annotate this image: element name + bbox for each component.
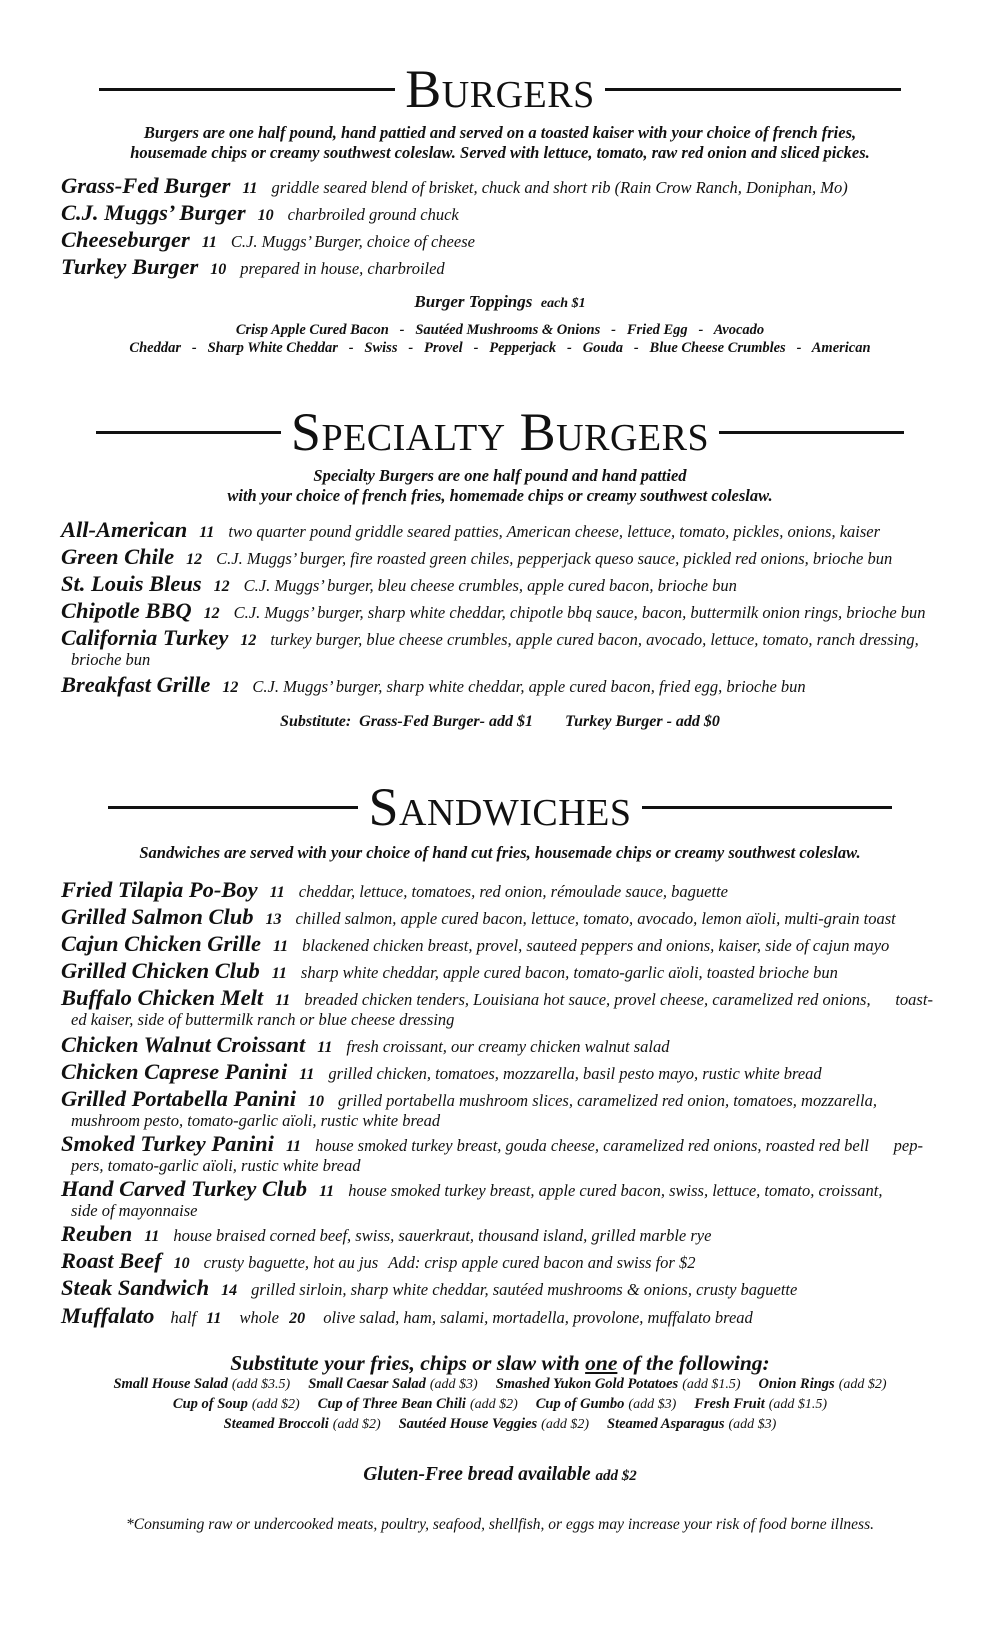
burgers-intro-line: Burgers are one half pound, hand pattied and served on a toasted kaiser with your choice of french fries,	[143, 123, 857, 142]
item-description: charbroiled ground chuck	[287, 205, 459, 224]
menu-item	[61, 254, 951, 280]
item-name: Breakfast Grille	[61, 672, 211, 697]
item-description-continued: ed kaiser, side of buttermilk ranch or blue cheese dressing	[71, 1010, 455, 1029]
menu-item	[61, 931, 951, 957]
specialty-burgers-heading	[0, 402, 1000, 462]
item-name: Chicken Caprese Panini	[61, 1059, 288, 1084]
item-price: 12	[213, 578, 230, 595]
item-price: 12	[186, 551, 203, 568]
heading-rule-left	[96, 431, 281, 434]
item-description: two quarter pound griddle seared patties, American cheese, lettuce, tomato, pickles, onions, kaiser	[228, 522, 881, 541]
item-name: Grilled Salmon Club	[61, 904, 254, 929]
menu-item	[61, 598, 951, 624]
specialty-intro-line: Specialty Burgers are one half pound and hand pattied	[313, 466, 687, 485]
substitute-option-price: (add $2)	[469, 1397, 518, 1412]
item-price: 10	[210, 261, 227, 278]
menu-item	[61, 625, 951, 670]
item-price: 10	[257, 207, 274, 224]
item-name: Steak Sandwich	[61, 1275, 210, 1300]
burgers-intro	[40, 123, 960, 163]
item-description: grilled chicken, tomatoes, mozzarella, basil pesto mayo, rustic white bread	[328, 1064, 822, 1083]
item-description: sharp white cheddar, apple cured bacon, tomato-garlic aïoli, toasted brioche bun	[300, 963, 838, 982]
item-name: Cajun Chicken Grille	[61, 931, 262, 956]
item-name: California Turkey	[61, 625, 229, 650]
menu-item	[61, 1221, 951, 1247]
item-price: 11	[285, 1138, 302, 1155]
item-name: Grilled Portabella Panini	[61, 1086, 297, 1111]
substitute-option-price: (add $3.5)	[231, 1377, 291, 1392]
menu-item	[61, 1032, 951, 1058]
substitute-option-name: Steamed Asparagus	[607, 1416, 725, 1432]
substitute-option-name: Steamed Broccoli	[223, 1416, 329, 1432]
menu-item	[61, 544, 951, 570]
item-name: Chicken Walnut Croissant	[61, 1032, 306, 1057]
substitute-option-name: Sautéed House Veggies	[398, 1416, 538, 1432]
item-description: crusty baguette, hot au jus	[203, 1253, 379, 1272]
item-name: Roast Beef	[61, 1248, 162, 1273]
substitute-row	[40, 1374, 960, 1395]
menu-item	[61, 985, 951, 1030]
item-add-text: crisp apple cured bacon and swiss for $2	[424, 1253, 696, 1272]
burgers-title: Burgers	[405, 59, 595, 119]
menu-item	[61, 517, 951, 543]
item-description: prepared in house, charbroiled	[240, 259, 445, 278]
menu-item	[61, 1248, 951, 1274]
menu-item	[61, 227, 951, 253]
menu-item	[61, 1086, 951, 1131]
substitute-option-price: (add $1.5)	[768, 1397, 828, 1412]
burgers-heading	[0, 59, 1000, 119]
sandwiches-title: Sandwiches	[368, 777, 632, 837]
heading-rule-right	[719, 431, 904, 434]
item-price: 11	[319, 1183, 335, 1200]
heading-rule-right	[605, 88, 901, 91]
substitute-option-name: Cup of Gumbo	[535, 1396, 625, 1412]
specialty-burgers-title: Specialty Burgers	[290, 402, 710, 462]
item-description: C.J. Muggs’ burger, bleu cheese crumbles, apple cured bacon, brioche bun	[243, 576, 737, 595]
whole-price: 20	[289, 1310, 306, 1327]
menu-item	[61, 672, 951, 698]
item-description: turkey burger, blue cheese crumbles, apple cured bacon, avocado, lettuce, tomato, ranch dressing,	[270, 630, 919, 649]
substitute-option-name: Onion Rings	[758, 1376, 835, 1392]
half-label: half	[170, 1308, 197, 1327]
item-price: 11	[273, 938, 289, 955]
item-description-continued: brioche bun	[71, 650, 151, 669]
item-name: Turkey Burger	[61, 254, 199, 279]
disclaimer: *Consuming raw or undercooked meats, poultry, seafood, shellfish, or eggs may increase your risk of food borne illness.	[126, 1516, 874, 1533]
item-description: house braised corned beef, swiss, sauerkraut, thousand island, grilled marble rye	[173, 1226, 712, 1245]
item-description: blackened chicken breast, provel, sauteed peppers and onions, kaiser, side of cajun mayo	[302, 936, 890, 955]
substitute-option-name: Small Caesar Salad	[308, 1376, 426, 1392]
item-description: griddle seared blend of brisket, chuck and short rib (Rain Crow Ranch, Doniphan, Mo)	[271, 178, 848, 197]
item-description-continued: mushroom pesto, tomato-garlic aïoli, rustic white bread	[71, 1111, 441, 1130]
item-description: C.J. Muggs’ Burger, choice of cheese	[230, 232, 475, 251]
item-price: 11	[275, 992, 291, 1009]
item-price: 11	[199, 524, 215, 541]
heading-rule-left	[108, 806, 358, 809]
item-name: All-American	[61, 517, 188, 542]
item-price: 11	[144, 1228, 160, 1245]
item-price: 11	[242, 180, 258, 197]
menu-item	[61, 877, 951, 903]
substitute-option-price: (add $2)	[251, 1397, 300, 1412]
item-description: chilled salmon, apple cured bacon, lettuce, tomato, avocado, lemon aïoli, multi-grain toast	[295, 909, 896, 928]
whole-label: whole	[239, 1308, 279, 1327]
item-description: C.J. Muggs’ burger, sharp white cheddar, apple cured bacon, fried egg, brioche bun	[252, 677, 806, 696]
menu-item	[61, 1176, 951, 1221]
item-price: 12	[222, 679, 239, 696]
substitute-option-price: (add $3)	[628, 1397, 677, 1412]
item-description: house smoked turkey breast, gouda cheese, caramelized red onions, roasted red bell pep-	[315, 1136, 923, 1155]
item-description: cheddar, lettuce, tomatoes, red onion, rémoulade sauce, baguette	[298, 882, 728, 901]
item-name: Hand Carved Turkey Club	[61, 1176, 308, 1201]
item-price: 11	[271, 965, 287, 982]
substitute-row	[40, 1394, 960, 1415]
menu-item	[61, 173, 951, 199]
item-name: Grass-Fed Burger	[61, 173, 231, 198]
sandwiches-intro: Sandwiches are served with your choice of hand cut fries, housemade chips or creamy southwest coleslaw.	[139, 843, 861, 862]
item-name: Grilled Chicken Club	[61, 958, 260, 983]
item-description: grilled portabella mushroom slices, caramelized red onion, tomatoes, mozzarella,	[338, 1091, 877, 1110]
item-price: 11	[201, 234, 217, 251]
sandwiches-heading	[0, 777, 1000, 837]
item-description: C.J. Muggs’ burger, sharp white cheddar, chipotle bbq sauce, bacon, buttermilk onion rings, brioche bun	[233, 603, 926, 622]
substitute-title: Substitute your fries, chips or slaw with one of the following:	[230, 1351, 770, 1375]
item-name: Fried Tilapia Po-Boy	[61, 877, 258, 902]
burgers-intro-line: housemade chips or creamy southwest coleslaw. Served with lettuce, tomato, raw red onion and sliced pickes.	[130, 143, 870, 162]
item-price: 10	[173, 1255, 190, 1272]
substitute-option-name: Small House Salad	[113, 1376, 228, 1392]
item-name: Reuben	[61, 1221, 133, 1246]
substitute-option-price: (add $3)	[728, 1417, 777, 1432]
specialty-intro-line: with your choice of french fries, homemade chips or creamy southwest coleslaw.	[227, 486, 773, 505]
item-description: fresh croissant, our creamy chicken walnut salad	[346, 1037, 670, 1056]
item-description: grilled sirloin, sharp white cheddar, sautéed mushrooms & onions, crusty baguette	[251, 1280, 798, 1299]
item-description-continued: side of mayonnaise	[71, 1201, 198, 1220]
item-price: 10	[308, 1093, 325, 1110]
substitute-row	[40, 1414, 960, 1435]
item-name: Green Chile	[61, 544, 175, 569]
menu-item	[61, 958, 951, 984]
item-add-label: Add:	[388, 1253, 421, 1272]
item-name: Smoked Turkey Panini	[61, 1131, 274, 1156]
substitute-option-name: Smashed Yukon Gold Potatoes	[495, 1376, 679, 1392]
item-name: C.J. Muggs’ Burger	[61, 200, 246, 225]
heading-rule-right	[642, 806, 892, 809]
menu-item	[61, 1131, 951, 1176]
item-name: Buffalo Chicken Melt	[61, 985, 264, 1010]
item-name: Chipotle BBQ	[61, 598, 192, 623]
item-price: 13	[265, 911, 282, 928]
item-description: breaded chicken tenders, Louisiana hot sauce, provel cheese, caramelized red onions, toast-	[304, 990, 933, 1009]
item-price: 11	[317, 1039, 333, 1056]
item-name: St. Louis Bleus	[61, 571, 202, 596]
substitute-option-price: (add $2)	[332, 1417, 381, 1432]
item-description-continued: pers, tomato-garlic aïoli, rustic white bread	[71, 1156, 361, 1175]
item-description: olive salad, ham, salami, mortadella, provolone, muffalato bread	[323, 1308, 753, 1327]
item-price: 12	[240, 632, 257, 649]
burger-toppings-line: Cheddar - Sharp White Cheddar - Swiss - Provel - Pepperjack - Gouda - Blue Cheese Crumbles - American	[129, 340, 871, 356]
menu-item	[61, 200, 951, 226]
item-description: C.J. Muggs’ burger, fire roasted green chiles, pepperjack queso sauce, pickled red onions, brioche bun	[216, 549, 893, 568]
menu-item	[61, 1275, 951, 1301]
item-description: house smoked turkey breast, apple cured bacon, swiss, lettuce, tomato, croissant,	[348, 1181, 883, 1200]
specialty-substitute-note: Substitute: Grass-Fed Burger- add $1 Turkey Burger - add $0	[280, 713, 720, 730]
item-name: Muffalato	[61, 1303, 155, 1328]
item-price: 11	[269, 884, 285, 901]
burger-toppings-title: Burger Toppings each $1	[414, 292, 586, 311]
burger-toppings-line: Crisp Apple Cured Bacon - Sautéed Mushrooms & Onions - Fried Egg - Avocado	[235, 322, 765, 338]
menu-item	[61, 904, 951, 930]
substitute-option-price: (add $1.5)	[682, 1377, 741, 1392]
item-price: 14	[221, 1282, 238, 1299]
substitute-option-name: Cup of Soup	[172, 1396, 248, 1412]
substitute-option-price: (add $2)	[838, 1377, 887, 1392]
substitute-option-price: (add $2)	[541, 1417, 589, 1432]
heading-rule-left	[99, 88, 395, 91]
substitute-option-name: Cup of Three Bean Chili	[317, 1396, 466, 1412]
item-price: 11	[299, 1066, 315, 1083]
specialty-intro	[40, 466, 960, 506]
half-price: 11	[206, 1310, 222, 1327]
substitute-option-price: (add $3)	[429, 1377, 478, 1392]
substitute-option-name: Fresh Fruit	[694, 1396, 765, 1412]
menu-item	[61, 1303, 951, 1329]
menu-item	[61, 571, 951, 597]
menu-item	[61, 1059, 951, 1085]
item-name: Cheeseburger	[61, 227, 190, 252]
item-price: 12	[203, 605, 220, 622]
gluten-free-note: Gluten-Free bread available add $2	[363, 1464, 637, 1485]
